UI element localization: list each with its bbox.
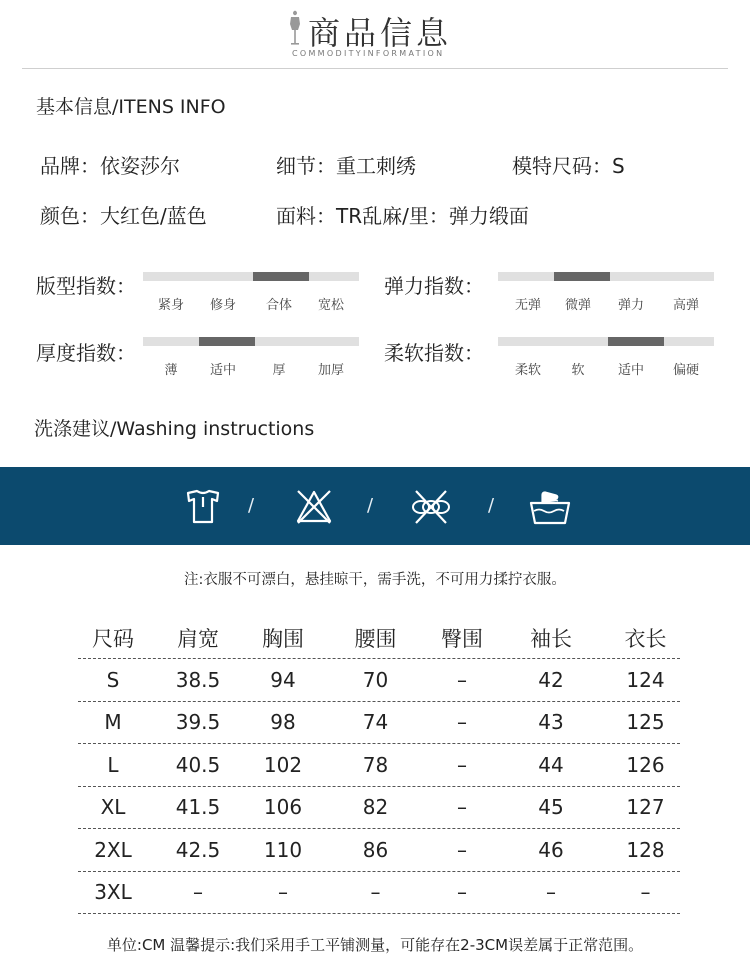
- table-cell: 102: [263, 752, 303, 777]
- thickness-index-label: 厚度指数：: [36, 341, 136, 365]
- fit-index-fill: [253, 272, 309, 281]
- table-cell: –: [370, 880, 381, 905]
- table-row: [78, 702, 680, 745]
- table-row: [78, 829, 680, 872]
- table-cell: 39.5: [175, 710, 221, 735]
- table-cell: –: [457, 880, 467, 905]
- table-row: [78, 872, 680, 915]
- table-cell: S: [106, 667, 120, 692]
- softness-index-fill: [608, 337, 664, 346]
- table-cell: 86: [362, 837, 389, 862]
- brand-attribute: 品牌：依姿莎尔: [40, 154, 180, 178]
- thickness-index-scale: [143, 337, 359, 378]
- fit-index-label: 版型指数：: [36, 274, 136, 298]
- table-cell: 42: [538, 667, 564, 692]
- table-cell: 38.5: [175, 667, 221, 692]
- column-header: 衣长: [624, 627, 667, 651]
- elasticity-option: 无弹: [514, 298, 541, 313]
- table-cell: –: [278, 880, 288, 905]
- table-cell: –: [457, 795, 467, 820]
- color-attribute: 颜色：大红色/蓝色: [40, 204, 207, 228]
- table-cell: 78: [362, 752, 389, 777]
- page-subtitle: COMMODITYINFORMATION: [292, 49, 445, 58]
- table-cell: 94: [270, 667, 296, 692]
- softness-index-bar: [498, 337, 714, 346]
- softness-option: 偏硬: [672, 363, 699, 378]
- fit-option: 合体: [265, 298, 292, 313]
- table-row: [78, 744, 680, 787]
- table-cell: 44: [538, 752, 564, 777]
- thickness-option: 薄: [164, 363, 178, 378]
- table-cell: 43: [538, 710, 564, 735]
- table-cell: 126: [626, 752, 665, 777]
- no-wring-icon: [410, 487, 452, 527]
- table-cell: 41.5: [175, 795, 221, 820]
- measurement-note: 单位:CM 温馨提示:我们采用手工平铺测量，可能存在2-3CM误差属于正常范围。: [106, 936, 644, 954]
- basic-info-heading: 基本信息/ITENS INFO: [36, 96, 226, 118]
- table-cell: M: [104, 710, 122, 735]
- size-table: [78, 618, 680, 914]
- table-row: [78, 659, 680, 702]
- fit-option: 修身: [209, 298, 236, 313]
- thickness-index-fill: [199, 337, 255, 346]
- page-title: 商品信息: [308, 14, 453, 52]
- table-cell: XL: [100, 795, 126, 820]
- column-header: 尺码: [92, 627, 134, 651]
- table-cell: –: [640, 880, 651, 905]
- table-cell: 70: [362, 667, 389, 692]
- elasticity-index-scale: [498, 272, 714, 313]
- table-cell: 127: [626, 795, 665, 820]
- table-cell: 110: [263, 837, 303, 862]
- table-cell: 3XL: [94, 880, 132, 905]
- model-size-attribute: 模特尺码：S: [512, 154, 625, 178]
- fit-option: 宽松: [317, 298, 344, 313]
- table-cell: L: [107, 752, 119, 777]
- elasticity-option: 高弹: [672, 298, 699, 313]
- fit-index-bar: [143, 272, 359, 281]
- table-header-row: [78, 618, 680, 659]
- softness-index-scale: [498, 337, 714, 378]
- table-cell: 2XL: [94, 837, 132, 862]
- table-cell: 74: [362, 710, 389, 735]
- softness-option: 柔软: [514, 363, 541, 378]
- elasticity-option: 弹力: [617, 298, 644, 313]
- table-cell: 42.5: [175, 837, 221, 862]
- table-cell: 98: [270, 710, 296, 735]
- detail-attribute: 细节：重工刺绣: [276, 154, 416, 178]
- table-cell: –: [457, 752, 467, 777]
- table-cell: 40.5: [175, 752, 221, 777]
- table-cell: 125: [626, 710, 665, 735]
- column-header: 肩宽: [177, 627, 219, 651]
- column-header: 胸围: [262, 627, 304, 651]
- table-cell: –: [193, 880, 203, 905]
- fit-option: 紧身: [157, 298, 184, 313]
- thickness-option: 厚: [272, 363, 286, 378]
- table-cell: 45: [538, 795, 564, 820]
- header-divider: [22, 68, 728, 69]
- table-row: [78, 787, 680, 830]
- table-cell: –: [457, 667, 467, 692]
- softness-option: 适中: [617, 363, 644, 378]
- icon-separator: /: [248, 495, 255, 516]
- fit-index-scale: [143, 272, 359, 313]
- fabric-attribute: 面料：TR乱麻/里：弹力缎面: [276, 204, 529, 228]
- washing-icon-band: [0, 467, 750, 545]
- softness-option: 软: [571, 363, 585, 378]
- thickness-option: 加厚: [317, 363, 344, 378]
- column-header: 袖长: [530, 627, 572, 651]
- softness-index-label: 柔软指数：: [384, 341, 484, 365]
- table-cell: –: [546, 880, 556, 905]
- table-cell: 106: [263, 795, 303, 820]
- table-cell: 46: [538, 837, 564, 862]
- table-cell: –: [457, 710, 467, 735]
- table-cell: 124: [626, 667, 665, 692]
- elasticity-index-fill: [554, 272, 610, 281]
- no-bleach-icon: [294, 487, 334, 527]
- table-cell: –: [457, 837, 467, 862]
- column-header: 臀围: [441, 627, 483, 651]
- icon-separator: /: [488, 495, 495, 516]
- thickness-option: 适中: [209, 363, 236, 378]
- hang-dry-icon: [183, 487, 223, 527]
- washing-heading: 洗涤建议/Washing instructions: [34, 418, 315, 440]
- column-header: 腰围: [354, 627, 397, 651]
- elasticity-option: 微弹: [564, 298, 591, 313]
- icon-separator: /: [367, 495, 374, 516]
- table-cell: 128: [626, 837, 665, 862]
- mannequin-icon: [288, 10, 302, 46]
- table-cell: 82: [362, 795, 389, 820]
- elasticity-index-label: 弹力指数：: [384, 274, 484, 298]
- hand-wash-icon: [528, 487, 572, 527]
- washing-note: 注:衣服不可漂白，悬挂晾干，需手洗，不可用力揉拧衣服。: [184, 572, 566, 588]
